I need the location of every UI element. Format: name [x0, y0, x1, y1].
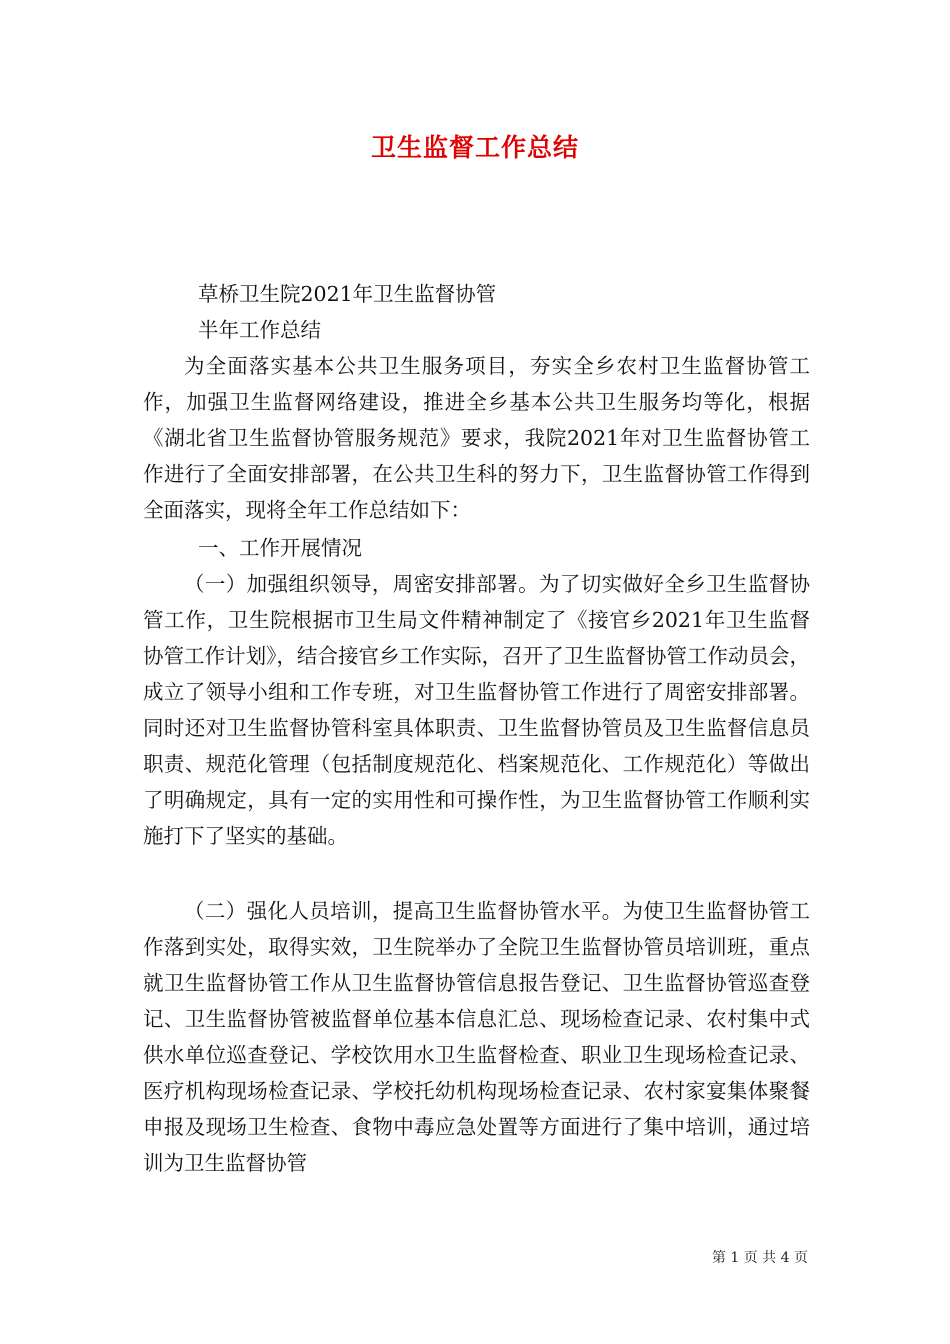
- subtitle-line-2: 半年工作总结: [198, 318, 321, 342]
- page-number: 第 1 页 共 4 页: [711, 1250, 808, 1266]
- intro-paragraph: 为全面落实基本公共卫生服务项目，夯实全乡农村卫生监督协管工作，加强卫生监督网络建设，推进全乡基本公共卫生服务均等化，根据《湖北省卫生监督协管服务规范》要求，我院2021年对卫生监督协管工作进行了全面安排部署，在公共卫生科的努力下，卫生监督协管工作得到全面落实，现将全年工作总结如下：: [143, 354, 810, 522]
- paragraph-1: （一）加强组织领导，周密安排部署。为了切实做好全乡卫生监督协管工作，卫生院根据市卫生局文件精神制定了《接官乡2021年卫生监督协管工作计划》，结合接官乡工作实际，召开了卫生监督协管工作动员会，成立了领导小组和工作专班，对卫生监督协管工作进行了周密安排部署。同时还对卫生监督协管科室具体职责、卫生监督协管员及卫生监督信息员职责、规范化管理（包括制度规范化、档案规范化、工作规范化）等做出了明确规定，具有一定的实用性和可操作性，为卫生监督协管工作顺利实施打下了坚实的基础。: [143, 572, 810, 848]
- subtitle-line-1: 草桥卫生院2021年卫生监督协管: [198, 282, 497, 306]
- section-heading-1: 一、工作开展情况: [198, 536, 362, 560]
- intro-block: [143, 348, 810, 528]
- paragraph-block-2: [143, 893, 810, 1181]
- paragraph-block-1: [143, 566, 810, 854]
- page-title: 卫生监督工作总结: [370, 133, 579, 162]
- paragraph-2: （二）强化人员培训，提高卫生监督协管水平。为使卫生监督协管工作落到实处，取得实效，卫生院举办了全院卫生监督协管员培训班，重点就卫生监督协管工作从卫生监督协管信息报告登记、卫生监督协管巡查登记、卫生监督协管被监督单位基本信息汇总、现场检查记录、农村集中式供水单位巡查登记、学校饮用水卫生监督检查、职业卫生现场检查记录、医疗机构现场检查记录、学校托幼机构现场检查记录、农村家宴集体聚餐申报及现场卫生检查、食物中毒应急处置等方面进行了集中培训，通过培训为卫生监督协管: [143, 899, 810, 1175]
